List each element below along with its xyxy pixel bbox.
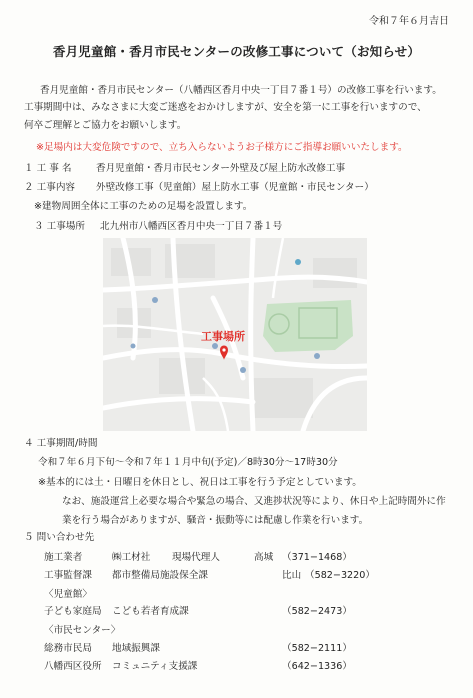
period-value: 令和７年６月下旬〜令和７年１１月中旬(予定)／8時30分〜17時30分: [38, 457, 338, 468]
contact-phone: （371−1468）: [282, 552, 352, 563]
project-name-value: 香月児童館・香月市民センター外壁及び屋上防水改修工事: [96, 163, 346, 174]
contact-person: 比山: [282, 570, 302, 581]
contact-dept: 都市整備局施設保全課: [112, 570, 208, 581]
project-name-label: １ 工 事 名: [24, 163, 72, 174]
contact-group-heading: 〈市民センター〉: [44, 625, 121, 636]
map-marker-label: 工事場所: [201, 330, 245, 343]
contact-org: 八幡西区役所: [44, 661, 102, 672]
contact-phone: （582−3220）: [305, 570, 375, 581]
map-graphic: [103, 238, 367, 431]
warning-text: ※足場内は大変危険ですので、立ち入らないようお子様方にご指導お願いいたします。: [36, 142, 408, 153]
period-note-2: なお、施設運営上必要な場合や緊急の場合、又進捗状況等により、休日や上記時間外に作: [62, 496, 446, 507]
contact-org: 施工業者: [44, 552, 83, 563]
contact-dept: ㈱工材社: [112, 552, 151, 563]
contacts-label: ５ 問い合わせ先: [24, 532, 95, 543]
contact-phone: （642−1336）: [282, 661, 352, 672]
contact-org: 子ども家庭局: [44, 606, 102, 617]
period-note-1: ※基本的には土・日曜日を休日とし、祝日は工事を行う予定としています。: [38, 477, 362, 488]
notice-date: 令和７年６月吉日: [369, 16, 449, 27]
intro-line-3: 何卒ご理解とご協力をお願いします。: [24, 120, 187, 131]
contact-dept: コミュニティ支援課: [112, 661, 198, 672]
project-content-value: 外壁改修工事（児童館）屋上防水工事（児童館・市民センター）: [96, 182, 374, 193]
contact-phone: （582−2473）: [282, 606, 352, 617]
intro-line-1: 香月児童館・香月市民センター（八幡西区香月中央一丁目７番１号）の改修工事を行います。: [40, 85, 442, 96]
project-place-label: ３ 工事場所: [34, 221, 86, 232]
notice-title: 香月児童館・香月市民センターの改修工事について（お知らせ）: [52, 44, 421, 59]
project-place-value: 北九州市八幡西区香月中央一丁目７番１号: [100, 221, 283, 232]
period-note-3: 業を行う場合がありますが、騒音・振動等には配慮し作業を行います。: [62, 515, 369, 526]
contact-dept: こども若者育成課: [112, 606, 189, 617]
period-label: ４ 工事期間/時間: [24, 438, 98, 449]
scaffold-note: ※建物周囲全体に工事のための足場を設置します。: [34, 201, 253, 212]
contact-group-heading: 〈児童館〉: [44, 589, 92, 600]
intro-line-2: 工事期間中は、みなさまに大変ご迷惑をおかけしますが、安全を第一に工事を行いますので、: [24, 102, 427, 113]
contact-person: 高城: [254, 552, 274, 563]
contact-dept: 地域振興課: [112, 643, 160, 654]
project-content-label: ２ 工事内容: [24, 182, 76, 193]
location-map: [103, 238, 367, 431]
contact-org: 工事監督課: [44, 570, 92, 581]
contact-org: 総務市民局: [44, 643, 92, 654]
contact-phone: （582−2111）: [282, 643, 352, 654]
contact-role: 現場代理人: [172, 552, 220, 563]
